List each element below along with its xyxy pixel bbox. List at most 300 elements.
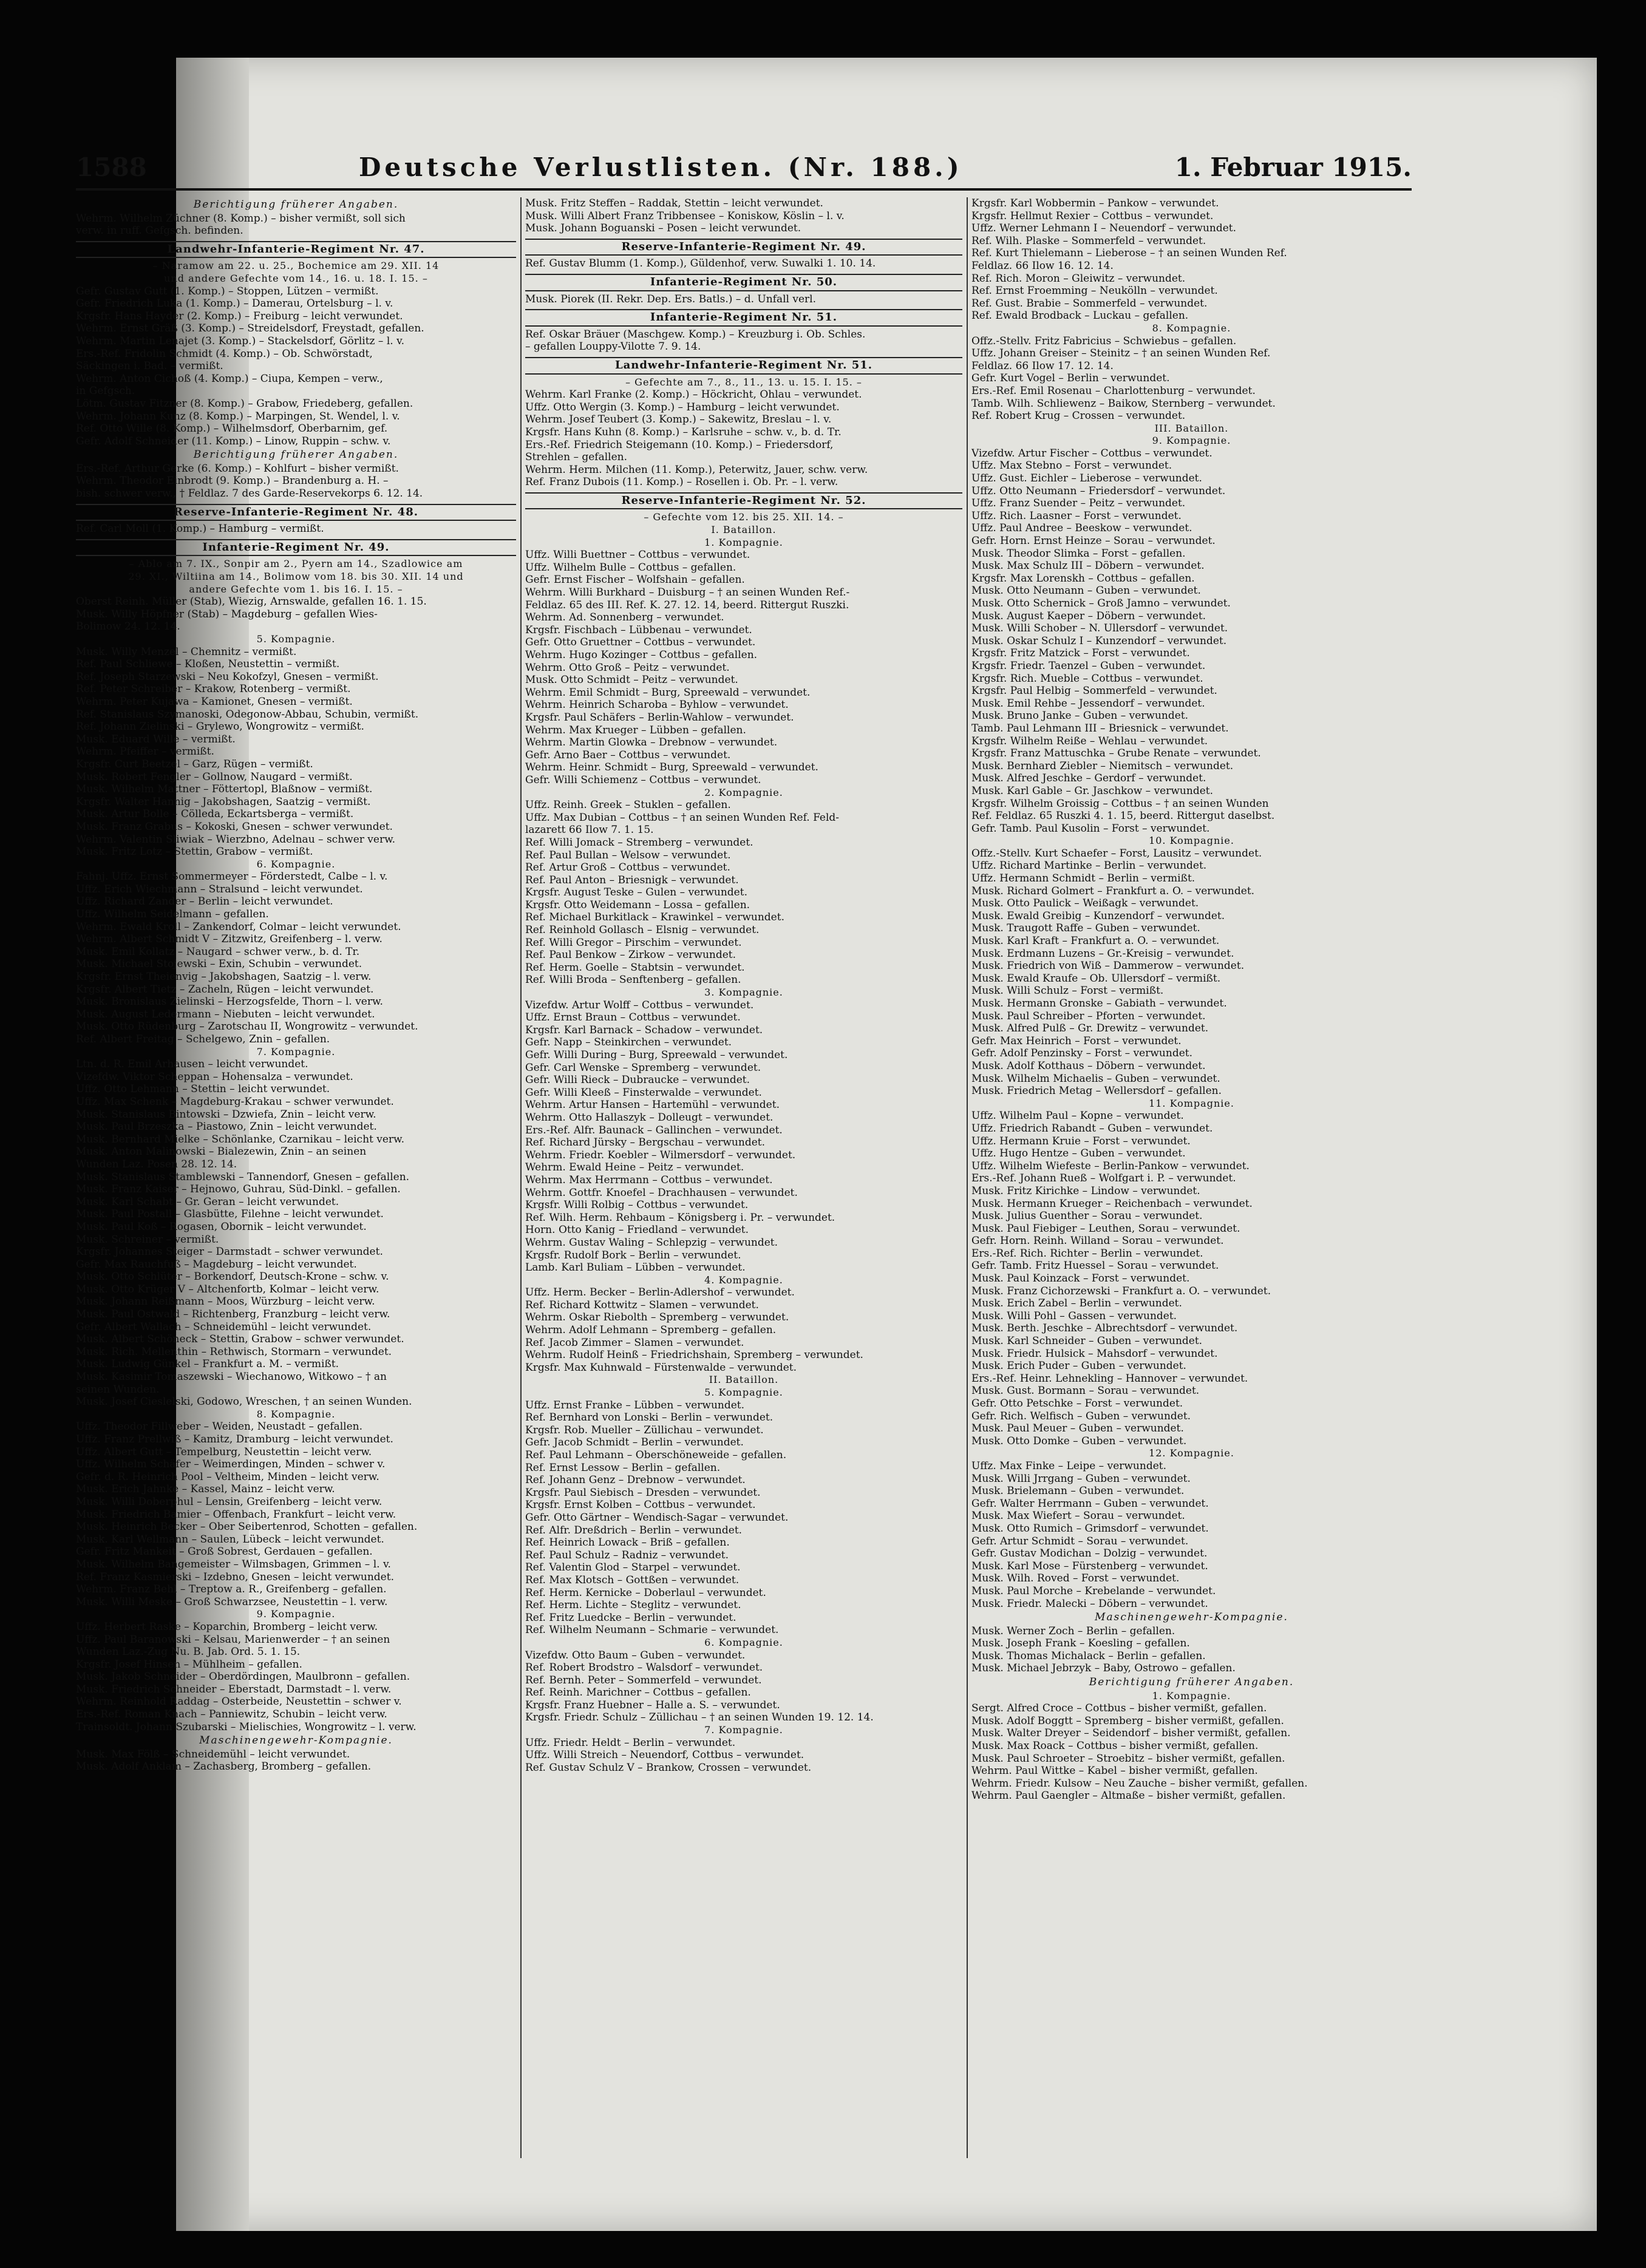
casualty-entry: Musk. Franz Cichorzewski – Frankfurt a. O. – verwundet. — [971, 1285, 1271, 1297]
casualty-entry: Uffz. Paul Baranowski – Kelsau, Marienwerder – † an seinen — [76, 1633, 390, 1646]
casualty-entry: Musk. Alfred Jeschke – Gerdorf – verwundet. — [971, 772, 1206, 785]
casualty-entry: Wehrm. Pfeiffer – vermißt. — [76, 745, 214, 758]
casualty-entry: Ers.-Ref. Emil Rosenau – Charlottenburg – verwundet. — [971, 384, 1256, 397]
casualty-entry: Gefr. Otto Petschke – Forst – verwundet. — [971, 1397, 1183, 1410]
casualty-entry: Ref. Joseph Starzewski – Neu Kokofzyl, Gnesen – vermißt. — [76, 670, 379, 683]
casualty-entry: Ref. Peter Schreiber – Krakow, Rotenberg – vermißt. — [76, 683, 351, 696]
casualty-entry: Feldlaz. 66 Ilow 17. 12. 14. — [971, 359, 1114, 372]
casualty-entry: Ref. Valentin Glod – Starpel – verwundet. — [525, 1561, 741, 1574]
casualty-entry: Krgsfr. Rudolf Bork – Berlin – verwundet. — [525, 1249, 741, 1261]
casualty-entry: Uffz. Max Stebno – Forst – verwundet. — [971, 460, 1172, 472]
casualty-entry: Krgsfr. Franz Huebner – Halle a. S. – verwundet. — [525, 1699, 780, 1711]
casualty-entry: Tamb. Wilh. Schliewenz – Baikow, Sternberg – verwundet. — [971, 397, 1276, 410]
casualty-entry: Krgsfr. Max Lorenskh – Cottbus – gefallen. — [971, 572, 1195, 585]
casualty-entry: Musk. Bernhard Ziebler – Niemitsch – verwundet. — [971, 759, 1234, 772]
company-heading: 1. Kompagnie. — [704, 536, 783, 548]
casualty-entry: Musk. Willy Höpfner (Stab) – Magdeburg – gefallen Wies- — [76, 608, 378, 620]
casualty-entry: Gefr. Max Heinrich – Forst – verwundet. — [971, 1034, 1182, 1047]
casualty-entry: Gefr. Fritz Mankeit – Groß Sobrest, Gerdauen – gefallen. — [76, 1546, 373, 1558]
casualty-entry: seinen Wunden. — [76, 1383, 160, 1396]
casualty-entry: Krgsfr. Max Kuhnwald – Fürstenwalde – verwundet. — [525, 1361, 797, 1374]
casualty-entry: Musk. Bronislaus Zielinski – Herzogsfelde, Thorn – l. verw. — [76, 996, 383, 1008]
casualty-entry: Gefr. Tamb. Fritz Huessel – Sorau – verwundet. — [971, 1260, 1219, 1272]
casualty-entry: Musk. Hermann Gronske – Gabiath – verwundet. — [971, 997, 1227, 1010]
casualty-entry: Ref. Gustav Schulz V – Brankow, Crossen – verwundet. — [525, 1761, 812, 1774]
casualty-entry: Krgsfr. Paul Helbig – Sommerfeld – verwundet. — [971, 685, 1217, 698]
casualty-entry: Ref. Michael Burkitlack – Krawinkel – verwundet. — [525, 911, 784, 924]
casualty-entry: Musk. Erich Puder – Guben – verwundet. — [971, 1360, 1186, 1373]
regiment-heading: Reserve-Infanterie-Regiment Nr. 52. — [525, 492, 962, 510]
casualty-entry: Vizefdw. Viktor Scheppan – Hohensalza – verwundet. — [76, 1070, 353, 1083]
casualty-entry: Lamb. Karl Buliam – Lübben – verwundet. — [525, 1261, 746, 1274]
casualty-entry: Wehrm. Ewald Heine – Peitz – verwundet. — [525, 1161, 744, 1174]
casualty-entry: Krgsfr. Ernst Kolben – Cottbus – verwundet. — [525, 1499, 756, 1512]
casualty-entry: Uffz. Hugo Hentze – Guben – verwundet. — [971, 1147, 1186, 1160]
page-number: 1588 — [76, 152, 147, 182]
casualty-entry: Feldlaz. 66 Ilow 16. 12. 14. — [971, 259, 1114, 272]
casualty-entry: Uffz. Wilhelm Schäfer – Weimerdingen, Minden – schwer v. — [76, 1458, 386, 1471]
casualty-entry: Wunden Laz. Posen 28. 12. 14. — [76, 1158, 237, 1170]
casualty-entry: Ref. Oskar Bräuer (Maschgew. Komp.) – Kreuzburg i. Ob. Schles. — [525, 328, 866, 341]
casualty-entry: Gefr. Walter Herrmann – Guben – verwundet. — [971, 1497, 1209, 1510]
company-heading: andere Gefechte vom 1. bis 16. I. 15. – — [189, 583, 403, 595]
company-heading: 8. Kompagnie. — [256, 1408, 336, 1420]
casualty-entry: Musk. August Kaeper – Döbern – verwundet. — [971, 609, 1206, 622]
casualty-entry: Musk. Traugott Raffe – Guben – verwundet. — [971, 922, 1200, 935]
text-column-3 — [971, 197, 1412, 2158]
casualty-entry: Lötm. Gustav Fitzner (8. Komp.) – Grabow, Friedeberg, gefallen. — [76, 397, 413, 410]
casualty-entry: Wehrm. Gustav Waling – Schlepzig – verwundet. — [525, 1236, 778, 1249]
casualty-entry: Ref. Richard Kottwitz – Slamen – verwundet. — [525, 1299, 759, 1311]
casualty-entry: Ref. Reinhold Gollasch – Elsnig – verwundet. — [525, 924, 760, 937]
casualty-entry: Ref. Paul Anton – Briesnigk – verwundet. — [525, 874, 739, 886]
casualty-entry: Musk. Hermann Krueger – Reichenbach – verwundet. — [971, 1197, 1253, 1210]
casualty-entry: Uffz. Wilhelm Paul – Kopne – verwundet. — [971, 1110, 1184, 1122]
casualty-entry: Musk. Paul Schroeter – Stroebitz – bisher vermißt, gefallen. — [971, 1752, 1285, 1765]
casualty-entry: Horn. Otto Kanig – Friedland – verwundet. — [525, 1224, 749, 1237]
casualty-entry: Musk. Erich Jahnke – Kassel, Mainz – leicht verw. — [76, 1483, 335, 1496]
casualty-entry: Uffz. Franz Suender – Peitz – verwundet. — [971, 497, 1186, 510]
casualty-entry: Gefr. Horn. Ernst Heinze – Sorau – verwundet. — [971, 535, 1216, 548]
casualty-entry: Musk. Otto Schmidt – Peitz – verwundet. — [525, 674, 738, 687]
casualty-entry: Musk. Anton Malinowski – Bialezewin, Znin – an seinen — [76, 1146, 367, 1158]
casualty-entry: Musk. Ewald Kraufe – Ob. Ullersdorf – vermißt. — [971, 972, 1221, 985]
page-header — [76, 146, 1412, 191]
casualty-entry: Krgsfr. Karl Barnack – Schadow – verwundet. — [525, 1024, 763, 1036]
column-rule — [967, 197, 968, 2158]
casualty-entry: Uffz. Max Schenk – Magdeburg-Krakau – schwer verwundet. — [76, 1095, 394, 1108]
casualty-entry: Musk. Paul Ostwald – Richtenberg, Franzburg – leicht verw. — [76, 1308, 390, 1321]
casualty-entry: Ref. Max Klotsch – Gottßen – verwundet. — [525, 1574, 740, 1586]
casualty-entry: Uffz. Friedr. Heldt – Berlin – verwundet. — [525, 1736, 736, 1749]
casualty-entry: Krgsfr. Walter Hannig – Jakobshagen, Saatzig – vermißt. — [76, 795, 371, 808]
publication-title: Deutsche Verlustlisten. — [358, 152, 776, 182]
casualty-entry: Krgsfr. Wilhelm Groissig – Cottbus – † an seinen Wunden — [971, 797, 1269, 810]
column-rule — [520, 197, 522, 2158]
casualty-entry: Uffz. Otto Neumann – Friedersdorf – verwundet. — [971, 484, 1226, 497]
casualty-entry: Uffz. Franz Prellwiß – Kamitz, Dramburg – leicht verwundet. — [76, 1433, 393, 1445]
casualty-entry: Gefr. Willi Schiemenz – Cottbus – verwundet. — [525, 773, 761, 786]
casualty-entry: Ref. Carl Moll (1. Komp.) – Hamburg – vermißt. — [76, 523, 324, 535]
company-heading: 7. Kompagnie. — [704, 1724, 783, 1736]
casualty-entry: Musk. Ludwig Günkel – Frankfurt a. M. – vermißt. — [76, 1358, 339, 1371]
casualty-entry: Ref. Feldlaz. 65 Ruszki 4. 1. 15, beerd. Rittergut daselbst. — [971, 810, 1275, 823]
casualty-entry: Ref. Rich. Moron – Gleiwitz – verwundet. — [971, 272, 1186, 285]
casualty-entry: Ers.-Ref. Roman Knach – Panniewitz, Schubin – leicht verw. — [76, 1708, 387, 1721]
casualty-entry: Musk. Willi Schober – N. Ullersdorf – verwundet. — [971, 622, 1228, 635]
casualty-entry: Musk. Josef Cieslelski, Godowo, Wreschen, † an seinen Wunden. — [76, 1396, 412, 1408]
casualty-entry: Musk. Willy Menzel – Chemnitz – vermißt. — [76, 645, 297, 658]
casualty-entry: Wehrm. Ewald Kroll – Zankendorf, Colmar – leicht verwundet. — [76, 920, 401, 933]
casualty-entry: Krgsfr. Wilhelm Reiße – Wehlau – verwundet. — [971, 735, 1208, 747]
casualty-entry: Musk. Brielemann – Guben – verwundet. — [971, 1485, 1185, 1498]
casualty-entry: Ref. Ernst Froemming – Neukölln – verwundet. — [971, 285, 1218, 297]
text-column-2 — [525, 197, 962, 2158]
casualty-entry: Musk. Paul Brzeszka – Piastowo, Znin – leicht verwundet. — [76, 1121, 377, 1133]
casualty-entry: Uffz. Werner Lehmann I – Neuendorf – verwundet. — [971, 222, 1237, 235]
casualty-entry: Musk. Friedrich Schneider – Eberstadt, Darmstadt – l. verw. — [76, 1683, 392, 1696]
casualty-entry: Musk. Otto Rumich – Grimsdorf – verwundet. — [971, 1522, 1209, 1535]
company-heading: 3. Kompagnie. — [704, 986, 783, 999]
casualty-entry: – gefallen Louppy-Vilotte 7. 9. 14. — [525, 341, 701, 353]
section-subheading: Berichtigung früherer Angaben. — [193, 449, 399, 461]
casualty-entry: Ers.-Ref. Friedrich Steigemann (10. Komp.) – Friedersdorf, — [525, 438, 834, 451]
casualty-entry: Ref. Fritz Luedcke – Berlin – verwundet. — [525, 1611, 736, 1624]
casualty-entry: Wehrm. Max Krueger – Lübben – gefallen. — [525, 724, 746, 736]
casualty-entry: Wehrm. Theodor Einbrodt (9. Komp.) – Brandenburg a. H. – — [76, 475, 389, 487]
casualty-entry: Krgsfr. Rich. Mueble – Cottbus – verwundet. — [971, 672, 1203, 685]
casualty-entry: Musk. Ewald Greibig – Kunzendorf – verwundet. — [971, 909, 1225, 922]
casualty-entry: Krgsfr. Willi Rolbig – Cottbus – verwundet. — [525, 1199, 749, 1212]
casualty-entry: Ref. Bernhard von Lonski – Berlin – verwundet. — [525, 1411, 774, 1424]
casualty-entry: Krgsfr. Friedr. Taenzel – Guben – verwundet. — [971, 659, 1206, 672]
casualty-entry: Gefr. Napp – Steinkirchen – verwundet. — [525, 1036, 732, 1049]
casualty-entry: Ref. Otto Wille (8. Komp.) – Wilhelmsdorf, Oberbarnim, gef. — [76, 423, 388, 435]
casualty-entry: Musk. Otto Domke – Guben – verwundet. — [971, 1434, 1187, 1447]
casualty-entry: Musk. Bernhard Mielke – Schönlanke, Czarnikau – leicht verw. — [76, 1133, 404, 1146]
casualty-entry: Wehrm. Otto Hallaszyk – Dolleugt – verwundet. — [525, 1111, 774, 1124]
casualty-entry: Musk. Adolf Kotthaus – Döbern – verwundet. — [971, 1059, 1206, 1072]
casualty-entry: Musk. Julius Guenther – Sorau – verwundet. — [971, 1210, 1203, 1223]
company-heading: 8. Kompagnie. — [1152, 322, 1231, 334]
casualty-entry: Uffz. Wilhelm Wiefeste – Berlin-Pankow – verwundet. — [971, 1159, 1250, 1172]
regiment-heading: Landwehr-Infanterie-Regiment Nr. 51. — [525, 357, 962, 375]
casualty-entry: Gefr. Max Rauchfuß – Magdeburg – leicht verwundet. — [76, 1258, 357, 1271]
casualty-entry: Musk. August Ledermann – Niebuten – leicht verwundet. — [76, 1008, 375, 1020]
casualty-entry: Wehrm. Franz Behl – Treptow a. R., Greifenberg – gefallen. — [76, 1583, 387, 1596]
casualty-entry: Musk. Schreiner – vermißt. — [76, 1233, 219, 1246]
casualty-entry: Musk. Otto Neumann – Guben – verwundet. — [971, 585, 1201, 597]
casualty-entry: Musk. Otto Schernick – Groß Jamno – verwundet. — [971, 597, 1231, 609]
casualty-entry: Musk. Wilhelm Mattner – Föttertopl, Blaßnow – vermißt. — [76, 783, 373, 796]
casualty-entry: Musk. Stanislaus Bintowski – Dzwiefa, Znin – leicht verw. — [76, 1108, 376, 1121]
casualty-entry: Wehrm. Heinrich Scharoba – Byhlow – verwundet. — [525, 699, 789, 711]
company-heading: 9. Kompagnie. — [1152, 435, 1231, 447]
casualty-entry: Gefr. Adolf Schneider (11. Komp.) – Linow, Ruppin – schw. v. — [76, 435, 391, 447]
casualty-entry: Wehrm. Wilhelm Züchner (8. Komp.) – bisher vermißt, soll sich — [76, 212, 406, 225]
casualty-entry: Musk. Friedr. Hulsick – Mahsdorf – verwundet. — [971, 1347, 1218, 1360]
casualty-entry: Uffz. Max Dubian – Cottbus – † an seinen Wunden Ref. Feld- — [525, 811, 840, 824]
casualty-entry: Ref. Kurt Thielemann – Lieberose – † an seinen Wunden Ref. — [971, 247, 1287, 260]
casualty-entry: Feldlaz. 65 des III. Ref. K. 27. 12. 14, beerd. Rittergut Ruszki. — [525, 599, 849, 611]
casualty-entry: Gefr. Otto Gruettner – Cottbus – verwundet. — [525, 636, 756, 649]
casualty-entry: Vizefdw. Artur Wolff – Cottbus – verwundet. — [525, 999, 754, 1011]
casualty-entry: Musk. Paul Schreiber – Pforten – verwundet. — [971, 1010, 1206, 1022]
casualty-entry: Trainsoldt. Johann Szubarski – Mielischies, Wongrowitz – l. verw. — [76, 1720, 417, 1733]
casualty-entry: Gefr. Rich. Welfisch – Guben – verwundet. — [971, 1410, 1191, 1422]
casualty-entry: Gefr. Friedrich Luka (1. Komp.) – Damerau, Ortelsburg – l. v. — [76, 297, 393, 310]
text-column-1 — [76, 197, 516, 2158]
casualty-entry: Uffz. Friedrich Rabandt – Guben – verwundet. — [971, 1122, 1213, 1135]
section-subheading: Maschinengewehr-Kompagnie. — [1095, 1611, 1288, 1624]
casualty-entry: Ref. Heinrich Lowack – Briß – gefallen. — [525, 1536, 730, 1549]
casualty-entry: Musk. Willi Albert Franz Tribbensee – Koniskow, Köslin – l. v. — [525, 209, 845, 222]
casualty-entry: Musk. Gust. Bormann – Sorau – verwundet. — [971, 1385, 1200, 1397]
regiment-heading: Reserve-Infanterie-Regiment Nr. 49. — [525, 239, 962, 256]
casualty-entry: Uffz. Hermann Kruie – Forst – verwundet. — [971, 1135, 1191, 1147]
casualty-entry: Wehrm. Friedr. Kulsow – Neu Zauche – bisher vermißt, gefallen. — [971, 1777, 1308, 1790]
regiment-heading: Infanterie-Regiment Nr. 49. — [76, 539, 516, 557]
casualty-entry: Musk. Paul Koinzack – Forst – verwundet. — [971, 1272, 1190, 1285]
casualty-entry: Musk. Fritz Steffen – Raddak, Stettin – leicht verwundet. — [525, 197, 823, 209]
casualty-entry: Wehrm. Martin Glowka – Drebnow – verwundet. — [525, 736, 778, 749]
casualty-entry: Uffz. Herm. Becker – Berlin-Adlershof – verwundet. — [525, 1286, 795, 1299]
casualty-entry: Wehrm. Johann Kunz (8. Komp.) – Marpingen, St. Wendel, l. v. — [76, 410, 400, 423]
casualty-entry: Musk. Otto Paulick – Weißagk – verwundet. — [971, 897, 1199, 910]
casualty-entry: Krgsfr. Hans Kuhn (8. Komp.) – Karlsruhe – schw. v., b. d. Tr. — [525, 426, 842, 438]
casualty-entry: Ers.-Ref. Rich. Richter – Berlin – verwundet. — [971, 1247, 1203, 1260]
casualty-entry: Uffz. Hermann Schmidt – Berlin – vermißt. — [971, 872, 1195, 885]
casualty-entry: Musk. Franz Kaiser – Hejnowo, Guhrau, Süd-Dinkl. – gefallen. — [76, 1183, 401, 1196]
casualty-entry: Musk. Joseph Frank – Koesling – gefallen. — [971, 1637, 1190, 1650]
casualty-entry: Uffz. Ernst Franke – Lübben – verwundet. — [525, 1399, 745, 1411]
casualty-entry: Musk. Friedrich von Wiß – Dammerow – verwundet. — [971, 960, 1245, 973]
casualty-entry: Musk. Stanislaus Stamblewski – Tannendorf, Gnesen – gefallen. — [76, 1170, 410, 1183]
casualty-entry: Wehrm. Paul Wittke – Kabel – bisher vermißt, gefallen. — [971, 1765, 1258, 1777]
casualty-entry: Musk. Karl Gable – Gr. Jaschkow – verwundet. — [971, 784, 1213, 797]
casualty-entry: Musk. Robert Fengler – Gollnow, Naugard – vermißt. — [76, 770, 353, 783]
casualty-entry: Gefr. Artur Schmidt – Sorau – verwundet. — [971, 1535, 1189, 1547]
casualty-entry: Ref. Ewald Brodback – Luckau – gefallen. — [971, 310, 1189, 322]
regiment-heading: Reserve-Infanterie-Regiment Nr. 48. — [76, 504, 516, 521]
casualty-entry: Krgsfr. Hellmut Rexier – Cottbus – verwundet. — [971, 209, 1214, 222]
casualty-entry: Musk. Rich. Mellenthin – Rethwisch, Stormarn – verwundet. — [76, 1345, 392, 1358]
casualty-entry: Ref. Gust. Brabie – Sommerfeld – verwundet. — [971, 297, 1208, 310]
casualty-entry: Ref. Willi Gregor – Pirschim – verwundet. — [525, 936, 742, 949]
casualty-entry: Ref. Herm. Lichte – Steglitz – verwundet. — [525, 1599, 741, 1612]
casualty-entry: Musk. Willi Schulz – Forst – vermißt. — [971, 985, 1164, 997]
company-heading: 1. Kompagnie. — [1152, 1689, 1231, 1702]
casualty-entry: Musk. Michael Jebrzyk – Baby, Ostrowo – gefallen. — [971, 1662, 1236, 1675]
casualty-entry: Wehrm. Rudolf Heinß – Friedrichshain, Spremberg – verwundet. — [525, 1349, 863, 1362]
casualty-entry: Krgsfr. August Teske – Gulen – verwundet. — [525, 886, 747, 899]
casualty-entry: Krgsfr. Curt Beetzel – Garz, Rügen – vermißt. — [76, 758, 313, 770]
casualty-entry: Wehrm. Anton Cichoß (4. Komp.) – Ciupa, Kempen – verw., — [76, 372, 383, 385]
casualty-entry: Uffz. Gust. Eichler – Lieberose – verwundet. — [971, 472, 1202, 485]
casualty-entry: Musk. Friedr. Malecki – Döbern – verwundet. — [971, 1597, 1208, 1610]
casualty-entry: Musk. Theodor Slimka – Forst – gefallen. — [971, 547, 1186, 560]
company-heading: 5. Kompagnie. — [704, 1387, 783, 1399]
casualty-entry: Säckingen i. Bad. – vermißt. — [76, 360, 223, 373]
casualty-entry: Musk. Paul Postall – Glasbütte, Filehne – leicht verwundet. — [76, 1208, 384, 1221]
casualty-entry: Ers.-Ref. Johann Rueß – Wolfgart i. P. – verwundet. — [971, 1172, 1236, 1185]
casualty-entry: Sergt. Alfred Croce – Cottbus – bisher vermißt, gefallen. — [971, 1702, 1267, 1715]
casualty-entry: Krgsfr. Karl Wobbermin – Pankow – verwundet. — [971, 197, 1219, 209]
casualty-entry: Krgsfr. Otto Weidemann – Lossa – gefallen. — [525, 898, 750, 911]
casualty-entry: Krgsfr. Rob. Mueller – Züllichau – verwundet. — [525, 1424, 764, 1436]
casualty-entry: Musk. Albert Schöneck – Stettin, Grabow – schwer verwundet. — [76, 1333, 404, 1346]
company-heading: 29. XI., Wiltiina am 14., Bolimow vom 18. bis 30. XII. 14 und — [128, 571, 464, 583]
casualty-entry: Gefr. Willi Rieck – Dubraucke – verwundet. — [525, 1074, 750, 1087]
casualty-entry: Musk. Friedrich Bamier – Offenbach, Frankfurt – leicht verw. — [76, 1508, 396, 1521]
company-heading: 2. Kompagnie. — [704, 786, 783, 798]
casualty-entry: Uffz. Ernst Braun – Cottbus – verwundet. — [525, 1011, 741, 1024]
casualty-entry: Ref. Albert Freitag – Schelgewo, Znin – gefallen. — [76, 1033, 330, 1045]
casualty-entry: Musk. Willi Meske – Groß Schwarzsee, Neustettin – l. verw. — [76, 1595, 388, 1608]
casualty-entry: Musk. Max Roack – Cottbus – bisher vermißt, gefallen. — [971, 1740, 1259, 1753]
casualty-entry: Ref. Bernh. Peter – Sommerfeld – verwundet. — [525, 1674, 762, 1686]
casualty-entry: Ref. Jacob Zimmer – Slamen – verwundet. — [525, 1336, 744, 1349]
casualty-entry: Musk. Paul Meuer – Guben – verwundet. — [971, 1422, 1184, 1435]
casualty-entry: Musk. Thomas Michalack – Berlin – gefallen. — [971, 1649, 1206, 1662]
company-heading: 12. Kompagnie. — [1149, 1447, 1234, 1459]
casualty-entry: Wehrm. Valentin Sliwiak – Wierzbno, Adelnau – schwer verw. — [76, 833, 396, 846]
casualty-entry: Gefr. Gustav Modichan – Dolzig – verwundet. — [971, 1547, 1208, 1560]
casualty-entry: Krgsfr. Fischbach – Lübbenau – verwundet. — [525, 623, 752, 636]
casualty-entry: Wehrm. Friedr. Koebler – Wilmersdorf – verwundet. — [525, 1149, 796, 1161]
company-heading: – Ablo am 7. IX., Sonpir am 2., Pyern am 14., Szadlowice am — [129, 558, 463, 570]
casualty-entry: Krgsfr. Ernst Theienvig – Jakobshagen, Saatzig – l. verw. — [76, 971, 372, 983]
casualty-entry: Vizefdw. Artur Fischer – Cottbus – verwundet. — [971, 447, 1212, 460]
casualty-entry: Tamb. Paul Lehmann III – Briesnick – verwundet. — [971, 722, 1229, 735]
company-heading: – Naramow am 22. u. 25., Bochemice am 29. XII. 14 — [152, 260, 440, 272]
casualty-entry: Wehrm. Ernst Gräß (3. Komp.) – Streidelsdorf, Freystadt, gefallen. — [76, 322, 424, 335]
casualty-entry: Uffz. Richard Martinke – Berlin – verwundet. — [971, 860, 1207, 872]
casualty-entry: Musk. Otto Krüger V – Altchenfortb, Kolmar – leicht verw. — [76, 1283, 379, 1295]
regiment-heading: Landwehr-Infanterie-Regiment Nr. 47. — [76, 241, 516, 259]
casualty-entry: Uffz. Albert Gutt – Tempelburg, Neustettin – leicht verw. — [76, 1445, 372, 1458]
casualty-entry: Wehrm. Artur Hansen – Hartemühl – verwundet. — [525, 1099, 780, 1112]
casualty-entry: Uffz. Willi Streich – Neuendorf, Cottbus – verwundet. — [525, 1749, 804, 1762]
casualty-entry: Musk. Friedrich Metag – Wellersdorf – gefallen. — [971, 1085, 1222, 1098]
casualty-entry: Wehrm. Max Herrmann – Cottbus – verwundet. — [525, 1173, 773, 1186]
casualty-entry: Musk. Karl Wellmann – Saulen, Lübeck – leicht verwundet. — [76, 1533, 384, 1546]
casualty-entry: Uffz. Max Finke – Leipe – verwundet. — [971, 1459, 1167, 1472]
regiment-heading: Infanterie-Regiment Nr. 50. — [525, 274, 962, 291]
section-subheading: Berichtigung früherer Angaben. — [1089, 1676, 1294, 1689]
casualty-entry: Wehrm. Willi Burkhard – Duisburg – † an seinen Wunden Ref.- — [525, 586, 850, 599]
casualty-entry: Musk. Paul Koß – Rogasen, Obornik – leicht verwundet. — [76, 1220, 367, 1233]
casualty-entry: Gefr. Willi Kleeß – Finsterwalde – verwundet. — [525, 1086, 762, 1099]
casualty-entry: Krgsfr. Hans Hayder (2. Komp.) – Freiburg – leicht verwundet. — [76, 310, 403, 322]
casualty-entry: Ref. Johann Zielinski – Grylewo, Wongrowitz – vermißt. — [76, 721, 364, 733]
casualty-entry: Ref. Herm. Goelle – Stabtsin – verwundet. — [525, 961, 745, 974]
casualty-entry: Ref. Wilh. Herm. Rehbaum – Königsberg i. Pr. – verwundet. — [525, 1211, 835, 1224]
casualty-entry: Musk. Bruno Janke – Guben – verwundet. — [971, 710, 1189, 722]
casualty-entry: bish. schwer verw., † Feldlaz. 7 des Garde-Reservekorps 6. 12. 14. — [76, 487, 423, 500]
casualty-entry: Gefr. Carl Wenske – Spremberg – verwundet. — [525, 1061, 761, 1074]
casualty-entry: Gefr. Otto Gärtner – Wendisch-Sagar – verwundet. — [525, 1511, 789, 1524]
casualty-entry: Ers.-Ref. Fridolin Schmidt (4. Komp.) – Ob. Schwörstadt, — [76, 347, 373, 360]
casualty-entry: Musk. Adolf Boggtt – Spremberg – bisher vermißt, gefallen. — [971, 1714, 1284, 1727]
casualty-entry: Wehrm. Albert Schmidt V – Zitzwitz, Greifenberg – l. verw. — [76, 933, 383, 946]
casualty-entry: Krgsfr. Johannes Steiger – Darmstadt – schwer verwundet. — [76, 1246, 383, 1258]
casualty-entry: Ref. Franz Dubois (11. Komp.) – Rosellen i. Ob. Pr. – l. verw. — [525, 476, 838, 489]
casualty-entry: Wehrm. Herm. Milchen (11. Komp.), Peterwitz, Jauer, schw. verw. — [525, 463, 868, 476]
casualty-entry: Musk. Max Wiefert – Sorau – verwundet. — [971, 1510, 1185, 1523]
casualty-entry: Musk. Kasimir Tomaszewski – Wiechanowo, Witkowo – † an — [76, 1371, 387, 1384]
casualty-entry: Krgsfr. Josef Hinsen – Mühlheim – gefallen. — [76, 1658, 302, 1671]
casualty-entry: Uffz. Otto Lehmann – Stettin – leicht verwundet. — [76, 1083, 330, 1096]
casualty-entry: Ref. Willi Broda – Senftenberg – gefallen. — [525, 974, 741, 986]
company-heading: 10. Kompagnie. — [1149, 835, 1234, 847]
casualty-entry: Musk. Heinrich Becker – Ober Seibertenrod, Schotten – gefallen. — [76, 1521, 418, 1533]
company-heading: 5. Kompagnie. — [256, 633, 336, 645]
casualty-entry: lazarett 66 Ilow 7. 1. 15. — [525, 824, 654, 837]
company-heading: 11. Kompagnie. — [1149, 1097, 1234, 1109]
casualty-entry: Ref. Johann Genz – Drebnow – verwundet. — [525, 1474, 746, 1487]
casualty-entry: Ref. Stanislaus Szymanoski, Odegonow-Abbau, Schubin, vermißt. — [76, 708, 419, 721]
section-subheading: Maschinengewehr-Kompagnie. — [199, 1734, 393, 1747]
casualty-entry: Wehrm. Hugo Kozinger – Cottbus – gefallen. — [525, 649, 758, 661]
casualty-entry: Krgsfr. Friedr. Schulz – Züllichau – † an seinen Wunden 19. 12. 14. — [525, 1711, 874, 1724]
casualty-entry: Musk. Karl Schneider – Guben – verwundet. — [971, 1335, 1203, 1348]
casualty-entry: Krgsfr. Paul Schäfers – Berlin-Wahlow – verwundet. — [525, 711, 794, 724]
company-heading: 6. Kompagnie. — [256, 858, 336, 870]
casualty-entry: Ref. Artur Groß – Cottbus – verwundet. — [525, 861, 730, 874]
casualty-entry: Ref. Alfr. Dreßdrich – Berlin – verwundet. — [525, 1524, 743, 1536]
casualty-entry: Ref. Paul Schliewe – Kloßen, Neustettin – vermißt. — [76, 658, 340, 671]
company-heading: 9. Kompagnie. — [256, 1608, 336, 1620]
casualty-entry: Ers.-Ref. Alfr. Baunack – Gallinchen – verwundet. — [525, 1124, 783, 1136]
casualty-entry: Musk. Wilhelm Bangemeister – Wilmsbagen, Grimmen – l. v. — [76, 1558, 391, 1570]
casualty-entry: Krgsfr. Paul Siebisch – Dresden – verwundet. — [525, 1486, 761, 1499]
page-title — [359, 152, 963, 182]
casualty-entry: Ers.-Ref. Arthur Gerke (6. Komp.) – Kohlfurt – bisher vermißt. — [76, 462, 399, 475]
casualty-entry: Uffz. Paul Andree – Beeskow – verwundet. — [971, 522, 1192, 535]
casualty-entry: Gefr. Ernst Fischer – Wolfshain – gefallen. — [525, 574, 745, 586]
casualty-entry: Oberst Reinh. Müller (Stab), Wiezig, Arnswalde, gefallen 16. 1. 15. — [76, 596, 427, 608]
casualty-entry: Ref. Richard Jürsky – Bergschau – verwundet. — [525, 1136, 766, 1149]
casualty-entry: Strehlen – gefallen. — [525, 451, 628, 464]
casualty-entry: Musk. Karl Mose – Fürstenberg – verwundet. — [971, 1560, 1208, 1572]
casualty-entry: Musk. Willi Jrrgang – Guben – verwundet. — [971, 1472, 1191, 1485]
casualty-entry: Gefr. Willi During – Burg, Spreewald – verwundet. — [525, 1049, 788, 1061]
casualty-entry: Musk. Karl Kraft – Frankfurt a. O. – verwundet. — [971, 935, 1220, 948]
casualty-entry: Uffz. Wilhelm Seidelmann – gefallen. — [76, 908, 269, 921]
casualty-entry: Wunden Laz.-Zug Nu. B. Jab. Ord. 5. 1. 15. — [76, 1646, 301, 1659]
casualty-entry: Ref. Wilhelm Neumann – Schmarie – verwundet. — [525, 1624, 779, 1637]
casualty-entry: Ref. Ernst Lessow – Berlin – gefallen. — [525, 1461, 721, 1474]
casualty-entry: Offz.-Stellv. Fritz Fabricius – Schwiebus – gefallen. — [971, 334, 1237, 347]
casualty-entry: Wehrm. Reinhold Raddag – Osterbeide, Neustettin – schwer v. — [76, 1696, 402, 1708]
casualty-entry: Ref. Paul Benkow – Zirkow – verwundet. — [525, 949, 736, 962]
casualty-entry: Uffz. Theodor Fillweber – Weiden, Neustadt – gefallen. — [76, 1421, 363, 1433]
casualty-entry: Gefr. d. R. Heinrich Pool – Veltheim, Minden – leicht verw. — [76, 1470, 379, 1483]
company-heading: – Gefechte am 7., 8., 11., 13. u. 15. I. 15. – — [625, 376, 862, 388]
casualty-entry: Musk. Michael Stojewski – Exin, Schubin – verwundet. — [76, 958, 362, 971]
casualty-entry: Uffz. Otto Wergin (3. Komp.) – Hamburg – leicht verwundet. — [525, 401, 840, 413]
casualty-entry: Musk. Artur Bolle – Cölleda, Eckartsberga – vermißt. — [76, 808, 354, 821]
casualty-entry: Musk. Johann Boguanski – Posen – leicht verwundet. — [525, 222, 801, 235]
casualty-entry: Uffz. Johann Greiser – Steinitz – † an seinen Wunden Ref. — [971, 347, 1271, 360]
casualty-entry: Musk. Alfred Pulß – Gr. Drewitz – verwundet. — [971, 1022, 1209, 1035]
casualty-entry: Uffz. Herbert Raske – Koparchin, Bromberg – leicht verw. — [76, 1620, 378, 1633]
company-heading: II. Bataillon. — [709, 1374, 779, 1386]
casualty-entry: Uffz. Willi Buettner – Cottbus – verwundet. — [525, 549, 750, 562]
casualty-entry: Uffz. Rich. Laasner – Forst – verwundet. — [971, 509, 1182, 522]
casualty-entry: Ref. Willi Jomack – Stremberg – verwundet. — [525, 836, 753, 849]
